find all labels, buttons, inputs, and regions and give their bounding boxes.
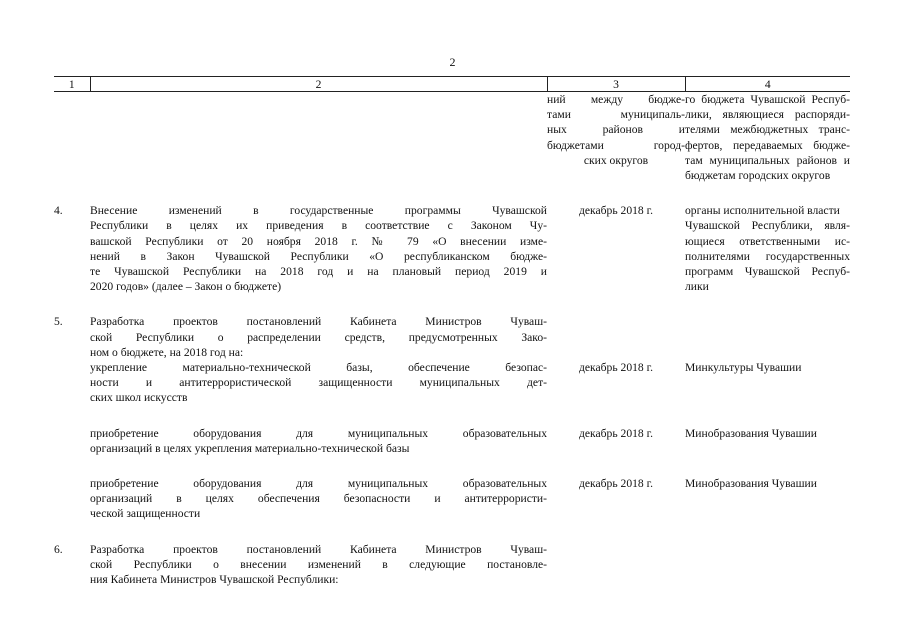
header-col-2: 2 [90,77,547,92]
table-subrow [54,360,850,406]
table-row [54,203,850,294]
measure-text: Разработка проектов постановлений Кабинета Министров Чуваш- ской Республики о внесении изменений в следующие постановле- ния Кабинета Министров Чувашской Республики: [90,542,547,587]
deadline: декабрь 2018 г. [579,361,653,375]
deadline: декабрь 2018 г. [579,426,653,440]
measure-text: Разработка проектов постановлений Кабинета Министров Чуваш- ской Республики о распределении средств, предусмотренных Зако- ном о бюджете, на 2018 год на: [90,315,547,359]
deadline: декабрь 2018 г. [579,204,653,218]
measure-text: приобретение оборудования для муниципальных образовательных организаций в целях укрепления материально-технической базы [90,426,547,455]
responsible: Минобразования Чувашии [685,477,817,491]
measure-text: укрепление материально-технической базы, обеспечение безопас- ности и антитеррористической защищенности муниципальных дет- ских школ искусств [90,361,547,405]
table-subrow [54,476,850,522]
row-number: 6. [54,542,63,556]
responsible: Минкультуры Чувашии [685,361,802,375]
row-number: 4. [54,204,63,218]
header-col-1: 1 [54,77,90,92]
header-col-4: 4 [685,77,850,92]
column-number-header [54,77,850,92]
continuation-deadline-text: ний между бюдже- тами муниципаль- ных районов и бюджетами город- ских округов [547,93,685,167]
deadline: декабрь 2018 г. [579,477,653,491]
responsible: органы исполнительной власти Чувашской Республики, явля- ющиеся ответственными ис- полнителями государственных программ Чувашской Респуб- лики [685,204,850,294]
table-row [54,314,850,360]
row-number: 5. [54,315,63,329]
table-row [54,542,850,588]
continuation-responsible-text: го бюджета Чувашской Респуб- лики, являющиеся распоряди- телями межбюджетных транс- фертов, передаваемых бюдже- там муниципальных районов и бюджетам городских округов [685,93,850,183]
page-number: 2 [449,55,456,69]
table-subrow [54,426,850,456]
measure-text: Внесение изменений в государственные программы Чувашской Республики в целях их приведения в соответствие с Законом Чу- вашской Республики от 20 ноября 2018 г. № 79 «О внесении изме- нений в Закон Чувашской Республики «О республиканском бюдже- те Чувашской Республики на 2018 год и на плановый период 2019 и 2020 годов» (далее – Закон о бюджете) [90,204,547,294]
plan-table [54,76,850,587]
measure-text: приобретение оборудования для муниципальных образовательных организаций в целях обеспечения безопасности и антитеррористи- ческой защищенности [90,477,547,521]
responsible: Минобразования Чувашии [685,426,817,440]
header-col-3: 3 [547,77,685,92]
continuation-row [54,92,850,184]
